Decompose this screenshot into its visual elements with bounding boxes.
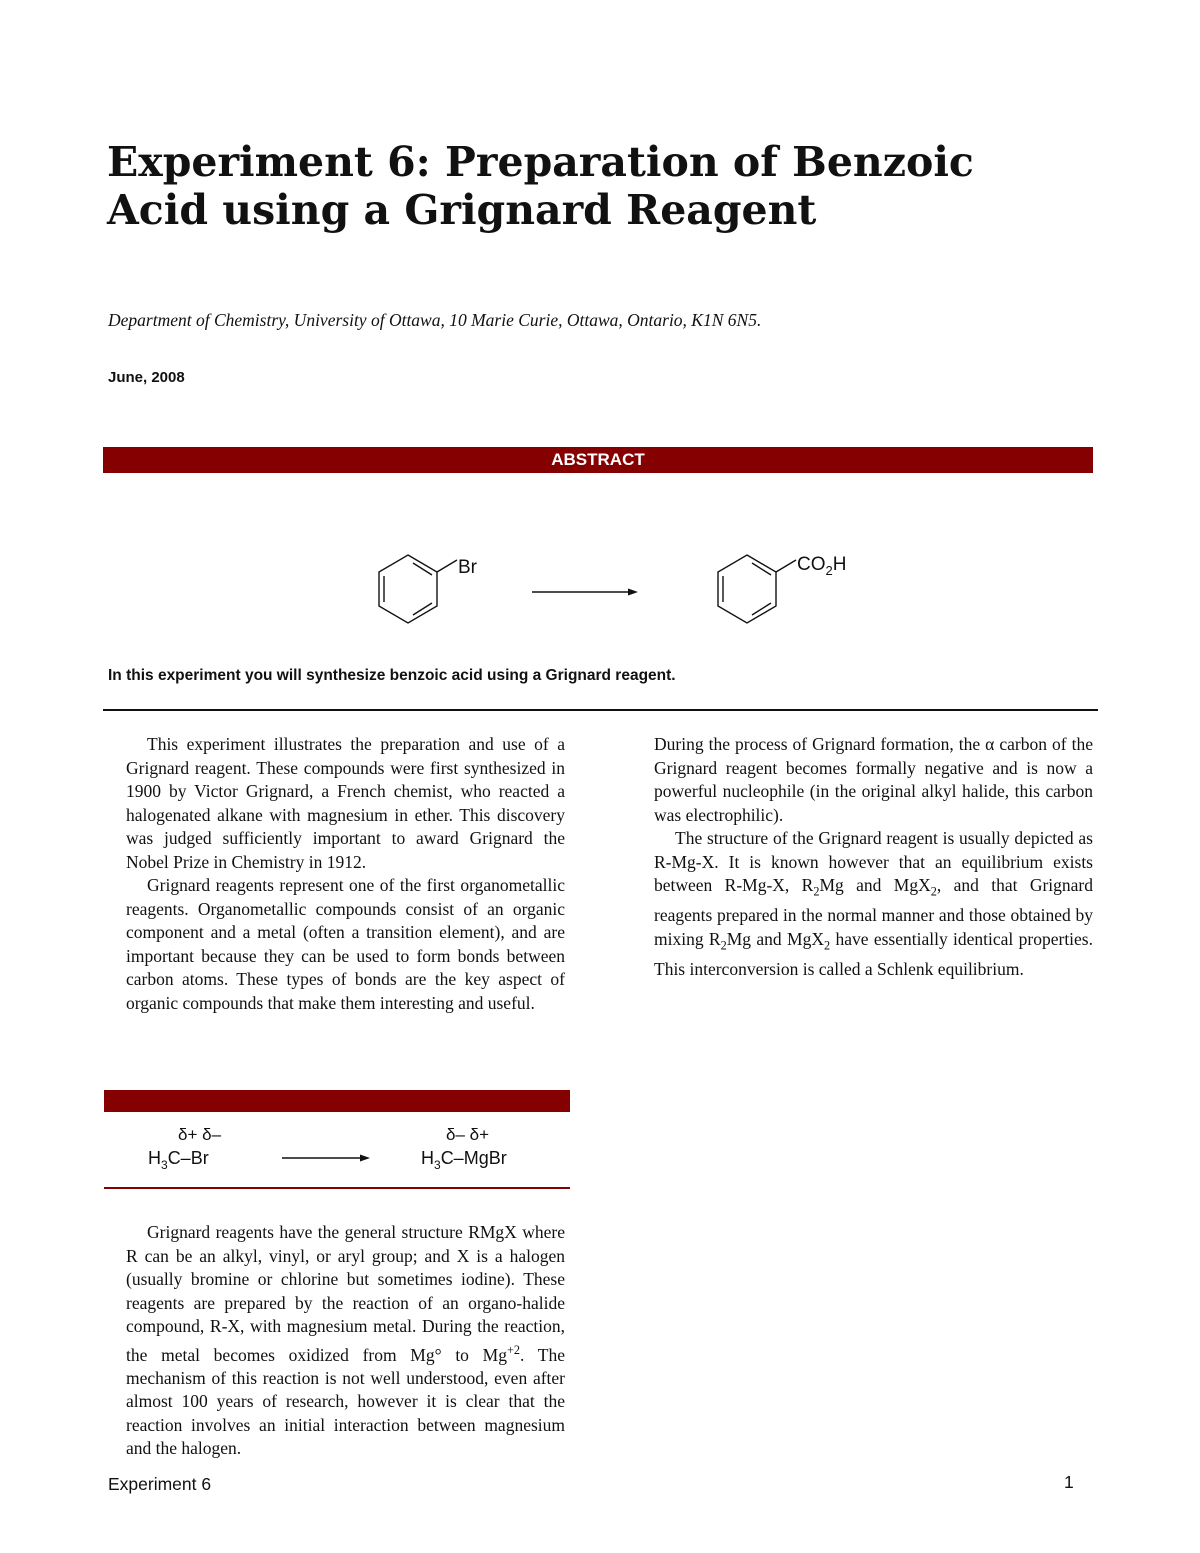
section-divider	[103, 709, 1098, 711]
c-br-bond	[437, 560, 457, 572]
right-column	[654, 733, 1093, 981]
c-cooh-bond	[776, 560, 796, 572]
publication-date: June, 2008	[108, 369, 185, 386]
reaction-arrow	[532, 589, 638, 596]
figure-header-bar	[104, 1090, 570, 1112]
paragraph: The structure of the Grignard reagent is usually depicted as R-Mg-X. It is known however that an equilibrium exists between R-Mg-X, $R_2Mg$ and MgX$_2$, and that Grignard reagents prepared in the normal manner and those obtained by mixing $R_2Mg$ and MgX$_2$ have essentially identical properties. This interconversion is called a Schlenk equilibrium.	[654, 828, 1093, 979]
bromine-label: Br	[458, 557, 477, 578]
reaction-scheme-diagram	[360, 540, 880, 640]
reactant-formula: $H_3C-Br$	[148, 1148, 209, 1172]
page-number: 1	[1064, 1472, 1074, 1492]
benzoic-acid-structure	[718, 555, 796, 623]
bromobenzene-structure	[379, 555, 457, 623]
left-column-continued	[126, 1221, 565, 1461]
affiliation: Department of Chemistry, University of Ottawa, 10 Marie Curie, Ottawa, Ontario, K1N 6N5.	[108, 310, 762, 330]
benzene-ring-product	[718, 555, 776, 623]
page-title: Experiment 6: Preparation of Benzoic Acid using a Grignard Reagent	[107, 138, 974, 234]
benzene-ring-reactant	[379, 555, 437, 623]
figure-reaction-arrow	[282, 1155, 370, 1162]
abstract-heading-bar	[103, 447, 1093, 473]
paragraph: This experiment illustrates the preparation and use of a Grignard reagent. These compounds were first synthesized in 1900 by Victor Grignard, a French chemist, who reacted a halogenated alkane with magnesium in ether. This discovery was judged sufficiently important to award Grignard the Nobel Prize in Chemistry in 1912.	[126, 734, 565, 872]
figure-bottom-rule	[104, 1187, 570, 1189]
carboxylic-acid-label: $CO_2H$	[797, 554, 847, 578]
product-formula: $H_3C$–MgBr	[421, 1148, 507, 1172]
product-partial-charges: δ– δ+	[446, 1125, 490, 1144]
abstract-heading: ABSTRACT	[551, 450, 645, 469]
left-column	[126, 733, 565, 1015]
paragraph: Grignard reagents represent one of the first organometallic reagents. Organometallic compounds consist of an organic component and a metal (often a transition element), and are important because they can be used to form bonds between carbon atoms. These types of bonds are the key aspect of organic compounds that make them interesting and useful.	[126, 875, 565, 1013]
polarity-reversal-diagram	[140, 1120, 560, 1180]
paragraph: Grignard reagents have the general structure RMgX where R can be an alkyl, vinyl, or aryl group; and X is a halogen (usually bromine or chlorine but sometimes iodine). These reagents are prepared by the reaction of an organo-halide compound, R-X, with magnesium metal. During the reaction, the metal becomes oxidized from Mg° to $Mg^{+2}$. The mechanism of this reaction is not well understood, even after almost 100 years of research, however it is clear that the reaction involves an initial interaction between magnesium and the halogen.	[126, 1222, 565, 1459]
reactant-partial-charges: δ+ δ–	[178, 1125, 222, 1144]
paragraph: During the process of Grignard formation, the α carbon of the Grignard reagent becomes formally negative and is now a powerful nucleophile (in the original alkyl halide, this carbon was electrophilic).	[654, 734, 1093, 825]
abstract-summary: In this experiment you will synthesize benzoic acid using a Grignard reagent.	[108, 667, 676, 684]
footer-label: Experiment 6	[108, 1474, 212, 1494]
